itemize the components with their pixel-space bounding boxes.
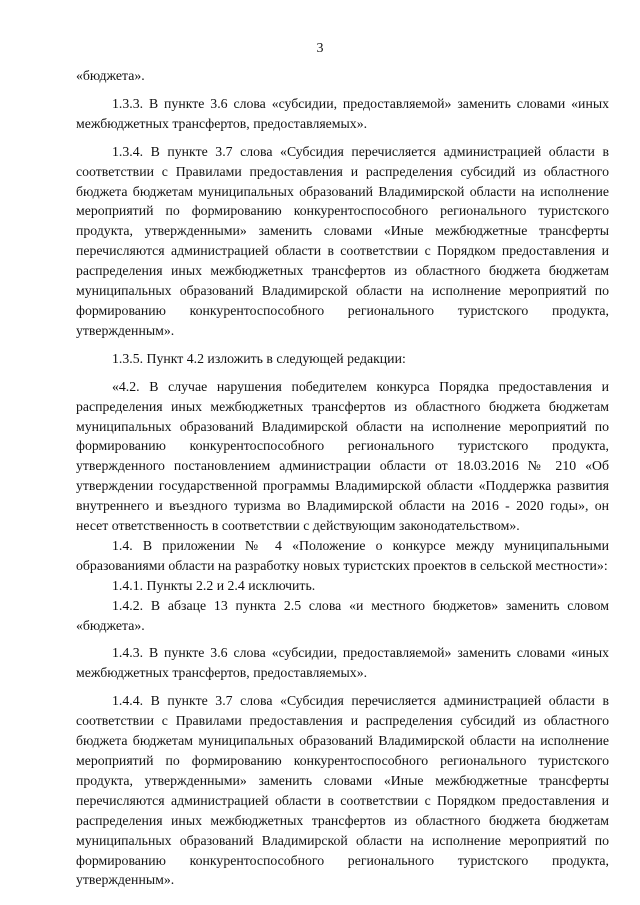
paragraph-quote-4-2: «4.2. В случае нарушения победителем конкурса Порядка предоставления и распределения иных межбюджетных трансфертов из областного бюджета бюджетам муниципальных образований Владимирской области на исполнение мероприятий по формированию конкурентоспособного регионального туристского продукта, утвержденного постановлением администрации области от 18.03.2016 № 210 «Об утверждении государственной программы Владимирской области «Поддержка развития внутреннего и въездного туризма во Владимирской области на 2016 - 2020 годы», он несет ответственность в соответствии с действующим законодательством». [76, 378, 609, 534]
paragraph-1-3-5: 1.3.5. Пункт 4.2 изложить в следующей редакции: [112, 350, 406, 366]
document-body [76, 66, 609, 890]
paragraph-1-3-3: 1.3.3. В пункте 3.6 слова «субсидии, предоставляемой» заменить словами «иных межбюджетных трансфертов, предоставляемых». [76, 95, 609, 131]
paragraph-1-3-4: 1.3.4. В пункте 3.7 слова «Субсидия перечисляется администрацией области в соответствии с Правилами предоставления и распределения субсидий из областного бюджета бюджетам муниципальных образований Владимирской области на исполнение мероприятий по формированию конкурентоспособного регионального туристского продукта, утвержденными» заменить словами «Иные межбюджетные трансферты перечисляются администрацией области в соответствии с Порядком предоставления и распределения иных межбюджетных трансфертов из областного бюджета бюджетам муниципальных образований Владимирской области на исполнение мероприятий по формированию конкурентоспособного регионального туристского продукта, утвержденным». [76, 143, 609, 338]
paragraph-1-4-1: 1.4.1. Пункты 2.2 и 2.4 исключить. [112, 577, 316, 593]
page-number: 3 [316, 41, 324, 56]
paragraph-1-4-4: 1.4.4. В пункте 3.7 слова «Субсидия перечисляется администрацией области в соответствии с Правилами предоставления и распределения субсидий из областного бюджета бюджетам муниципальных образований Владимирской области на исполнение мероприятий по формированию конкурентоспособного регионального туристского продукта, утвержденными» заменить словами «Иные межбюджетные трансферты перечисляются администрацией области в соответствии с Порядком предоставления и распределения иных межбюджетных трансфертов из областного бюджета бюджетам муниципальных образований Владимирской области на исполнение мероприятий по формированию конкурентоспособного регионального туристского продукта, утвержденным». [76, 693, 609, 888]
paragraph-1-4-3: 1.4.3. В пункте 3.6 слова «субсидии, предоставляемой» заменить словами «иных межбюджетных трансфертов, предоставляемых». [76, 645, 609, 681]
paragraph-1-4-2: 1.4.2. В абзаце 13 пункта 2.5 слова «и местного бюджетов» заменить словом «бюджета». [76, 597, 609, 633]
paragraph-1-4: 1.4. В приложении № 4 «Положение о конкурсе между муниципальными образованиями области на разработку новых туристских проектов в сельской местности»: [76, 537, 609, 573]
paragraph-budget-fragment: «бюджета». [76, 68, 145, 83]
